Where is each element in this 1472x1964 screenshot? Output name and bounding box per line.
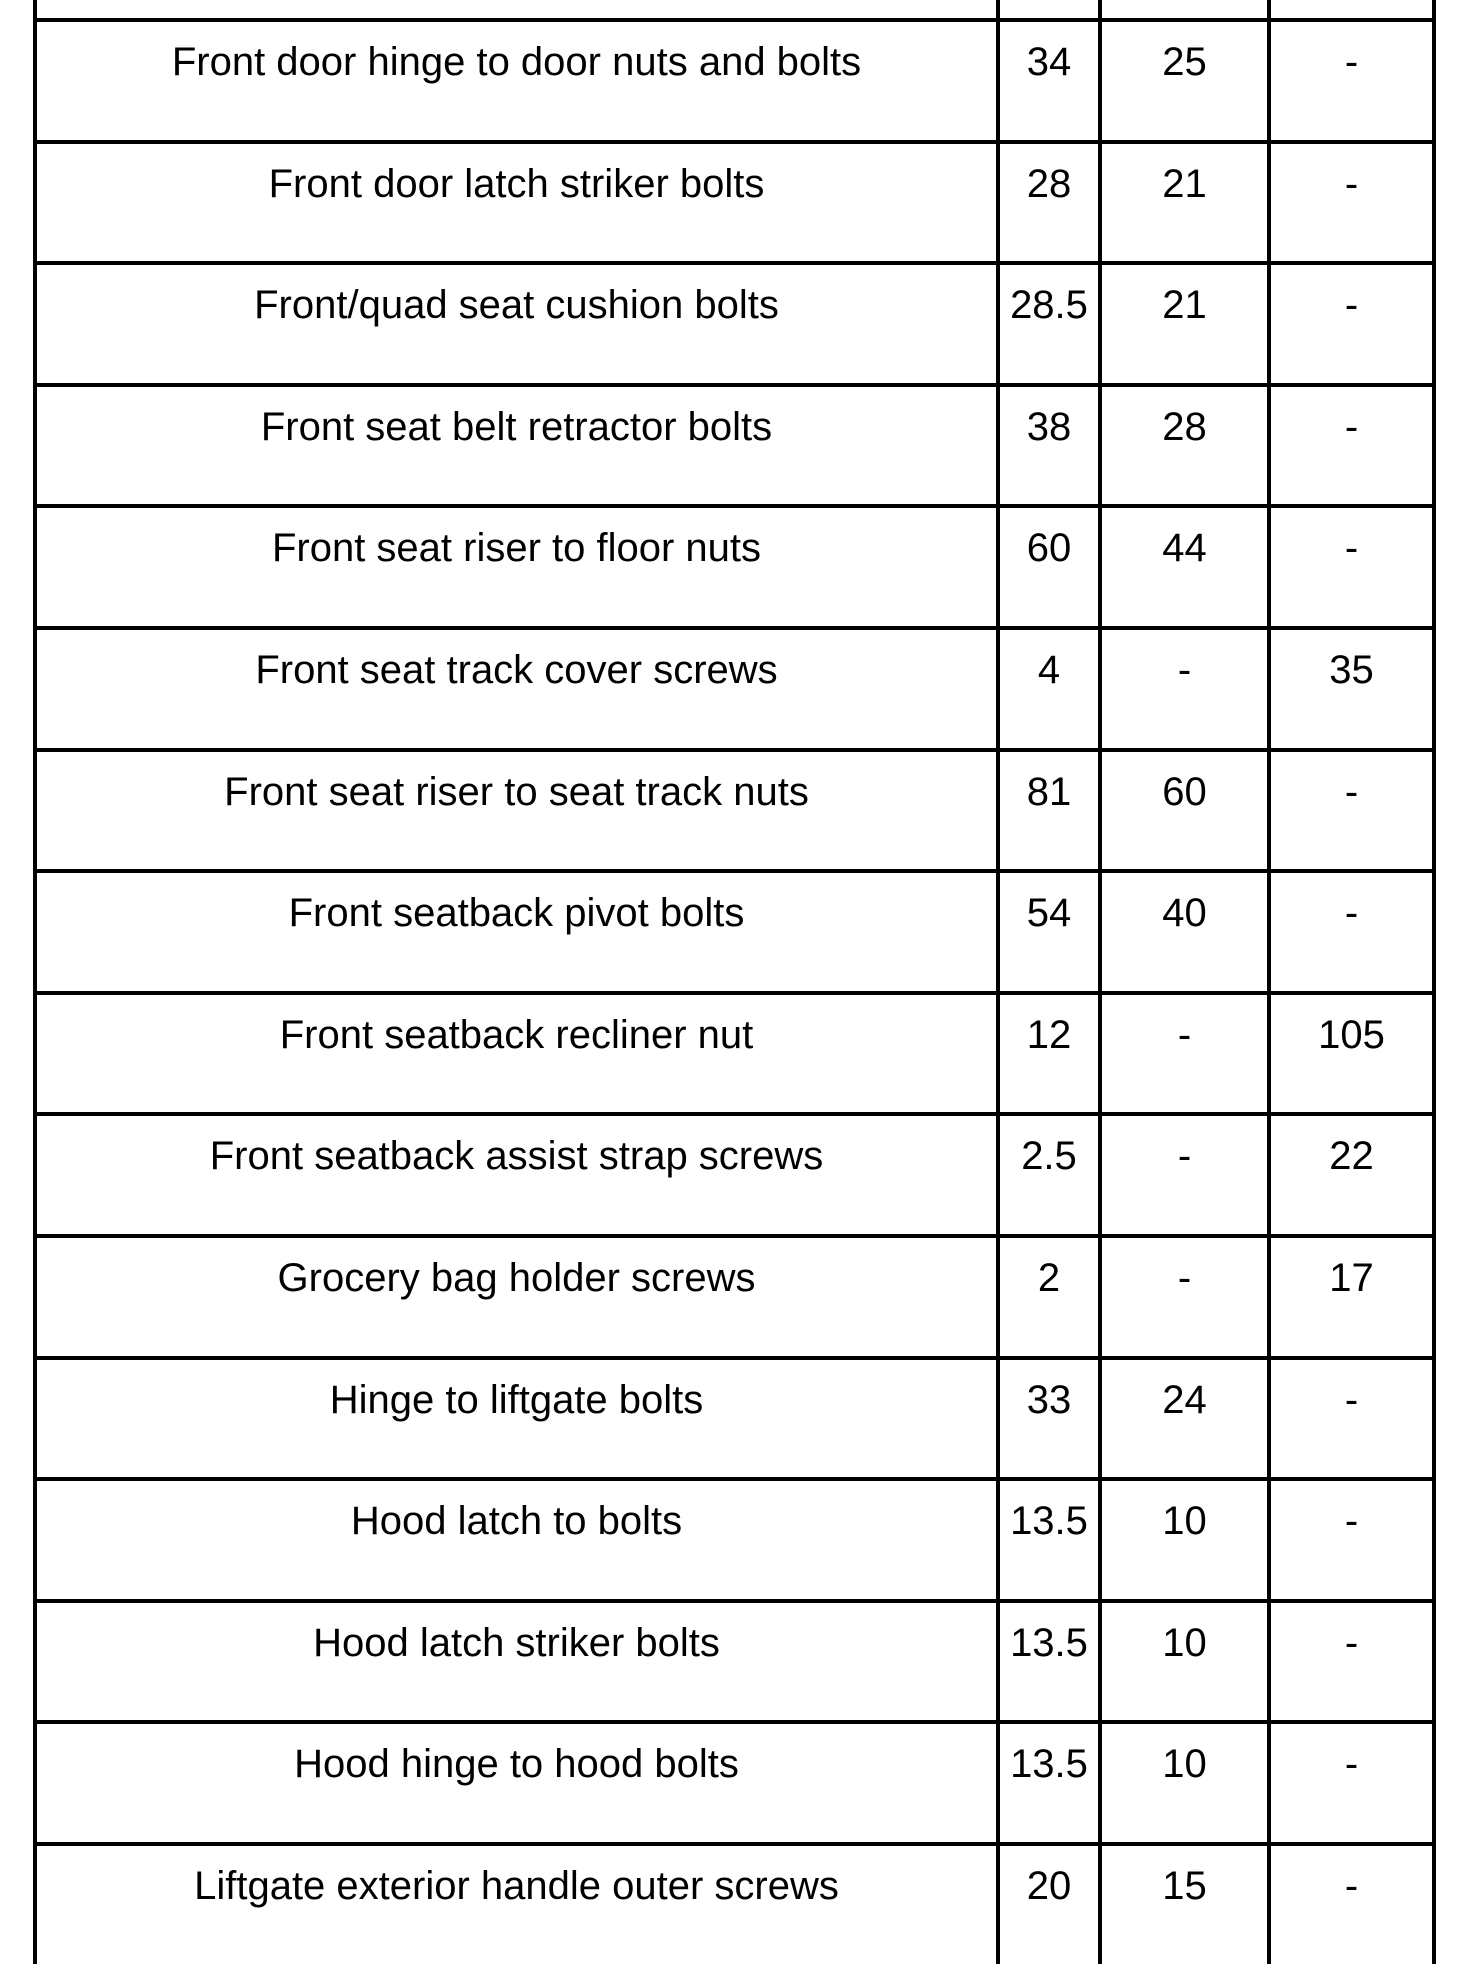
description-cell: Liftgate exterior handle outer screws xyxy=(37,1846,1000,1964)
in-lbs-cell: 17 xyxy=(1329,1255,1374,1300)
ft-lbs-cell: - xyxy=(1102,1116,1271,1234)
nm-cell: 13.5 xyxy=(1000,1603,1102,1721)
ft-lbs-cell: 60 xyxy=(1102,752,1271,870)
description-cell: Front seat belt retractor bolts xyxy=(37,387,1000,505)
ft-lbs-cell: 28 xyxy=(1102,387,1271,505)
table-row xyxy=(37,748,1432,870)
nm-cell: 28.5 xyxy=(1000,265,1102,383)
table-row xyxy=(37,1477,1432,1599)
ft-lbs-cell: 40 xyxy=(1102,873,1271,991)
in-lbs-cell: - xyxy=(1344,40,1359,84)
in-lbs-cell: - xyxy=(1344,1620,1359,1665)
in-lbs-cell: - xyxy=(1344,526,1359,571)
nm-cell: 4 xyxy=(1000,630,1102,748)
nm-cell: 28 xyxy=(1000,144,1102,262)
nm-cell: 33 xyxy=(1000,1360,1102,1478)
description-cell: Front seatback pivot bolts xyxy=(37,873,1000,991)
in-lbs-cell: - xyxy=(1344,1377,1359,1422)
nm-cell: 12 xyxy=(1000,995,1102,1113)
table-row xyxy=(37,261,1432,383)
table-row xyxy=(37,869,1432,991)
description-cell: Front door latch striker bolts xyxy=(37,144,1000,262)
nm-cell: 60 xyxy=(1000,508,1102,626)
in-lbs-cell: - xyxy=(1344,283,1359,328)
in-lbs-cell: 22 xyxy=(1329,1134,1374,1179)
table-row xyxy=(37,1112,1432,1234)
ft-lbs-cell: 10 xyxy=(1102,1724,1271,1842)
in-lbs-cell: - xyxy=(1344,404,1359,449)
description-cell: Grocery bag holder screws xyxy=(37,1238,1000,1356)
table-row xyxy=(37,1720,1432,1842)
in-lbs-cell: - xyxy=(1344,1499,1359,1544)
table-row xyxy=(37,1599,1432,1721)
in-lbs-cell: - xyxy=(1344,769,1359,814)
table-row-partial xyxy=(37,0,1432,18)
ft-lbs-cell: - xyxy=(1102,995,1271,1113)
ft-lbs-cell: 21 xyxy=(1102,144,1271,262)
description-cell: Front seat riser to floor nuts xyxy=(37,508,1000,626)
nm-cell: 81 xyxy=(1000,752,1102,870)
nm-cell: 2 xyxy=(1000,1238,1102,1356)
description-cell: Hood latch to bolts xyxy=(37,1481,1000,1599)
table-row xyxy=(37,626,1432,748)
table-row xyxy=(37,140,1432,262)
description-cell: Front seatback recliner nut xyxy=(37,995,1000,1113)
nm-cell: 54 xyxy=(1000,873,1102,991)
nm-cell: 13.5 xyxy=(1000,1481,1102,1599)
description-cell: Front door hinge to door nuts and bolts xyxy=(37,22,1000,140)
torque-spec-table xyxy=(33,0,1436,1964)
in-lbs-cell: - xyxy=(1344,1863,1359,1908)
ft-lbs-cell: 10 xyxy=(1102,1603,1271,1721)
description-cell: Hinge to liftgate bolts xyxy=(37,1360,1000,1478)
ft-lbs-cell: - xyxy=(1102,630,1271,748)
in-lbs-cell: 35 xyxy=(1329,647,1374,692)
ft-lbs-cell: 44 xyxy=(1102,508,1271,626)
ft-lbs-cell: 25 xyxy=(1102,22,1271,140)
in-lbs-cell: 105 xyxy=(1318,1012,1385,1057)
description-cell: Front seat track cover screws xyxy=(37,630,1000,748)
ft-lbs-cell: 15 xyxy=(1102,1846,1271,1964)
description-cell: Front seatback assist strap screws xyxy=(37,1116,1000,1234)
nm-cell: 20 xyxy=(1000,1846,1102,1964)
nm-cell: 13.5 xyxy=(1000,1724,1102,1842)
in-lbs-cell: - xyxy=(1344,891,1359,936)
table-row xyxy=(37,504,1432,626)
in-lbs-cell: - xyxy=(1344,161,1359,206)
ft-lbs-cell: 21 xyxy=(1102,265,1271,383)
description-cell: Front seat riser to seat track nuts xyxy=(37,752,1000,870)
description-cell: Hood latch striker bolts xyxy=(37,1603,1000,1721)
nm-cell: 34 xyxy=(1000,22,1102,140)
table-row xyxy=(37,18,1432,140)
table-row xyxy=(37,1842,1432,1964)
table-row xyxy=(37,991,1432,1113)
nm-cell: 38 xyxy=(1000,387,1102,505)
in-lbs-cell: - xyxy=(1344,1742,1359,1787)
table-row xyxy=(37,1356,1432,1478)
table-row xyxy=(37,383,1432,505)
table-row xyxy=(37,1234,1432,1356)
description-cell: Front/quad seat cushion bolts xyxy=(37,265,1000,383)
description-cell: Hood hinge to hood bolts xyxy=(37,1724,1000,1842)
ft-lbs-cell: 10 xyxy=(1102,1481,1271,1599)
ft-lbs-cell: - xyxy=(1102,1238,1271,1356)
nm-cell: 2.5 xyxy=(1000,1116,1102,1234)
ft-lbs-cell: 24 xyxy=(1102,1360,1271,1478)
